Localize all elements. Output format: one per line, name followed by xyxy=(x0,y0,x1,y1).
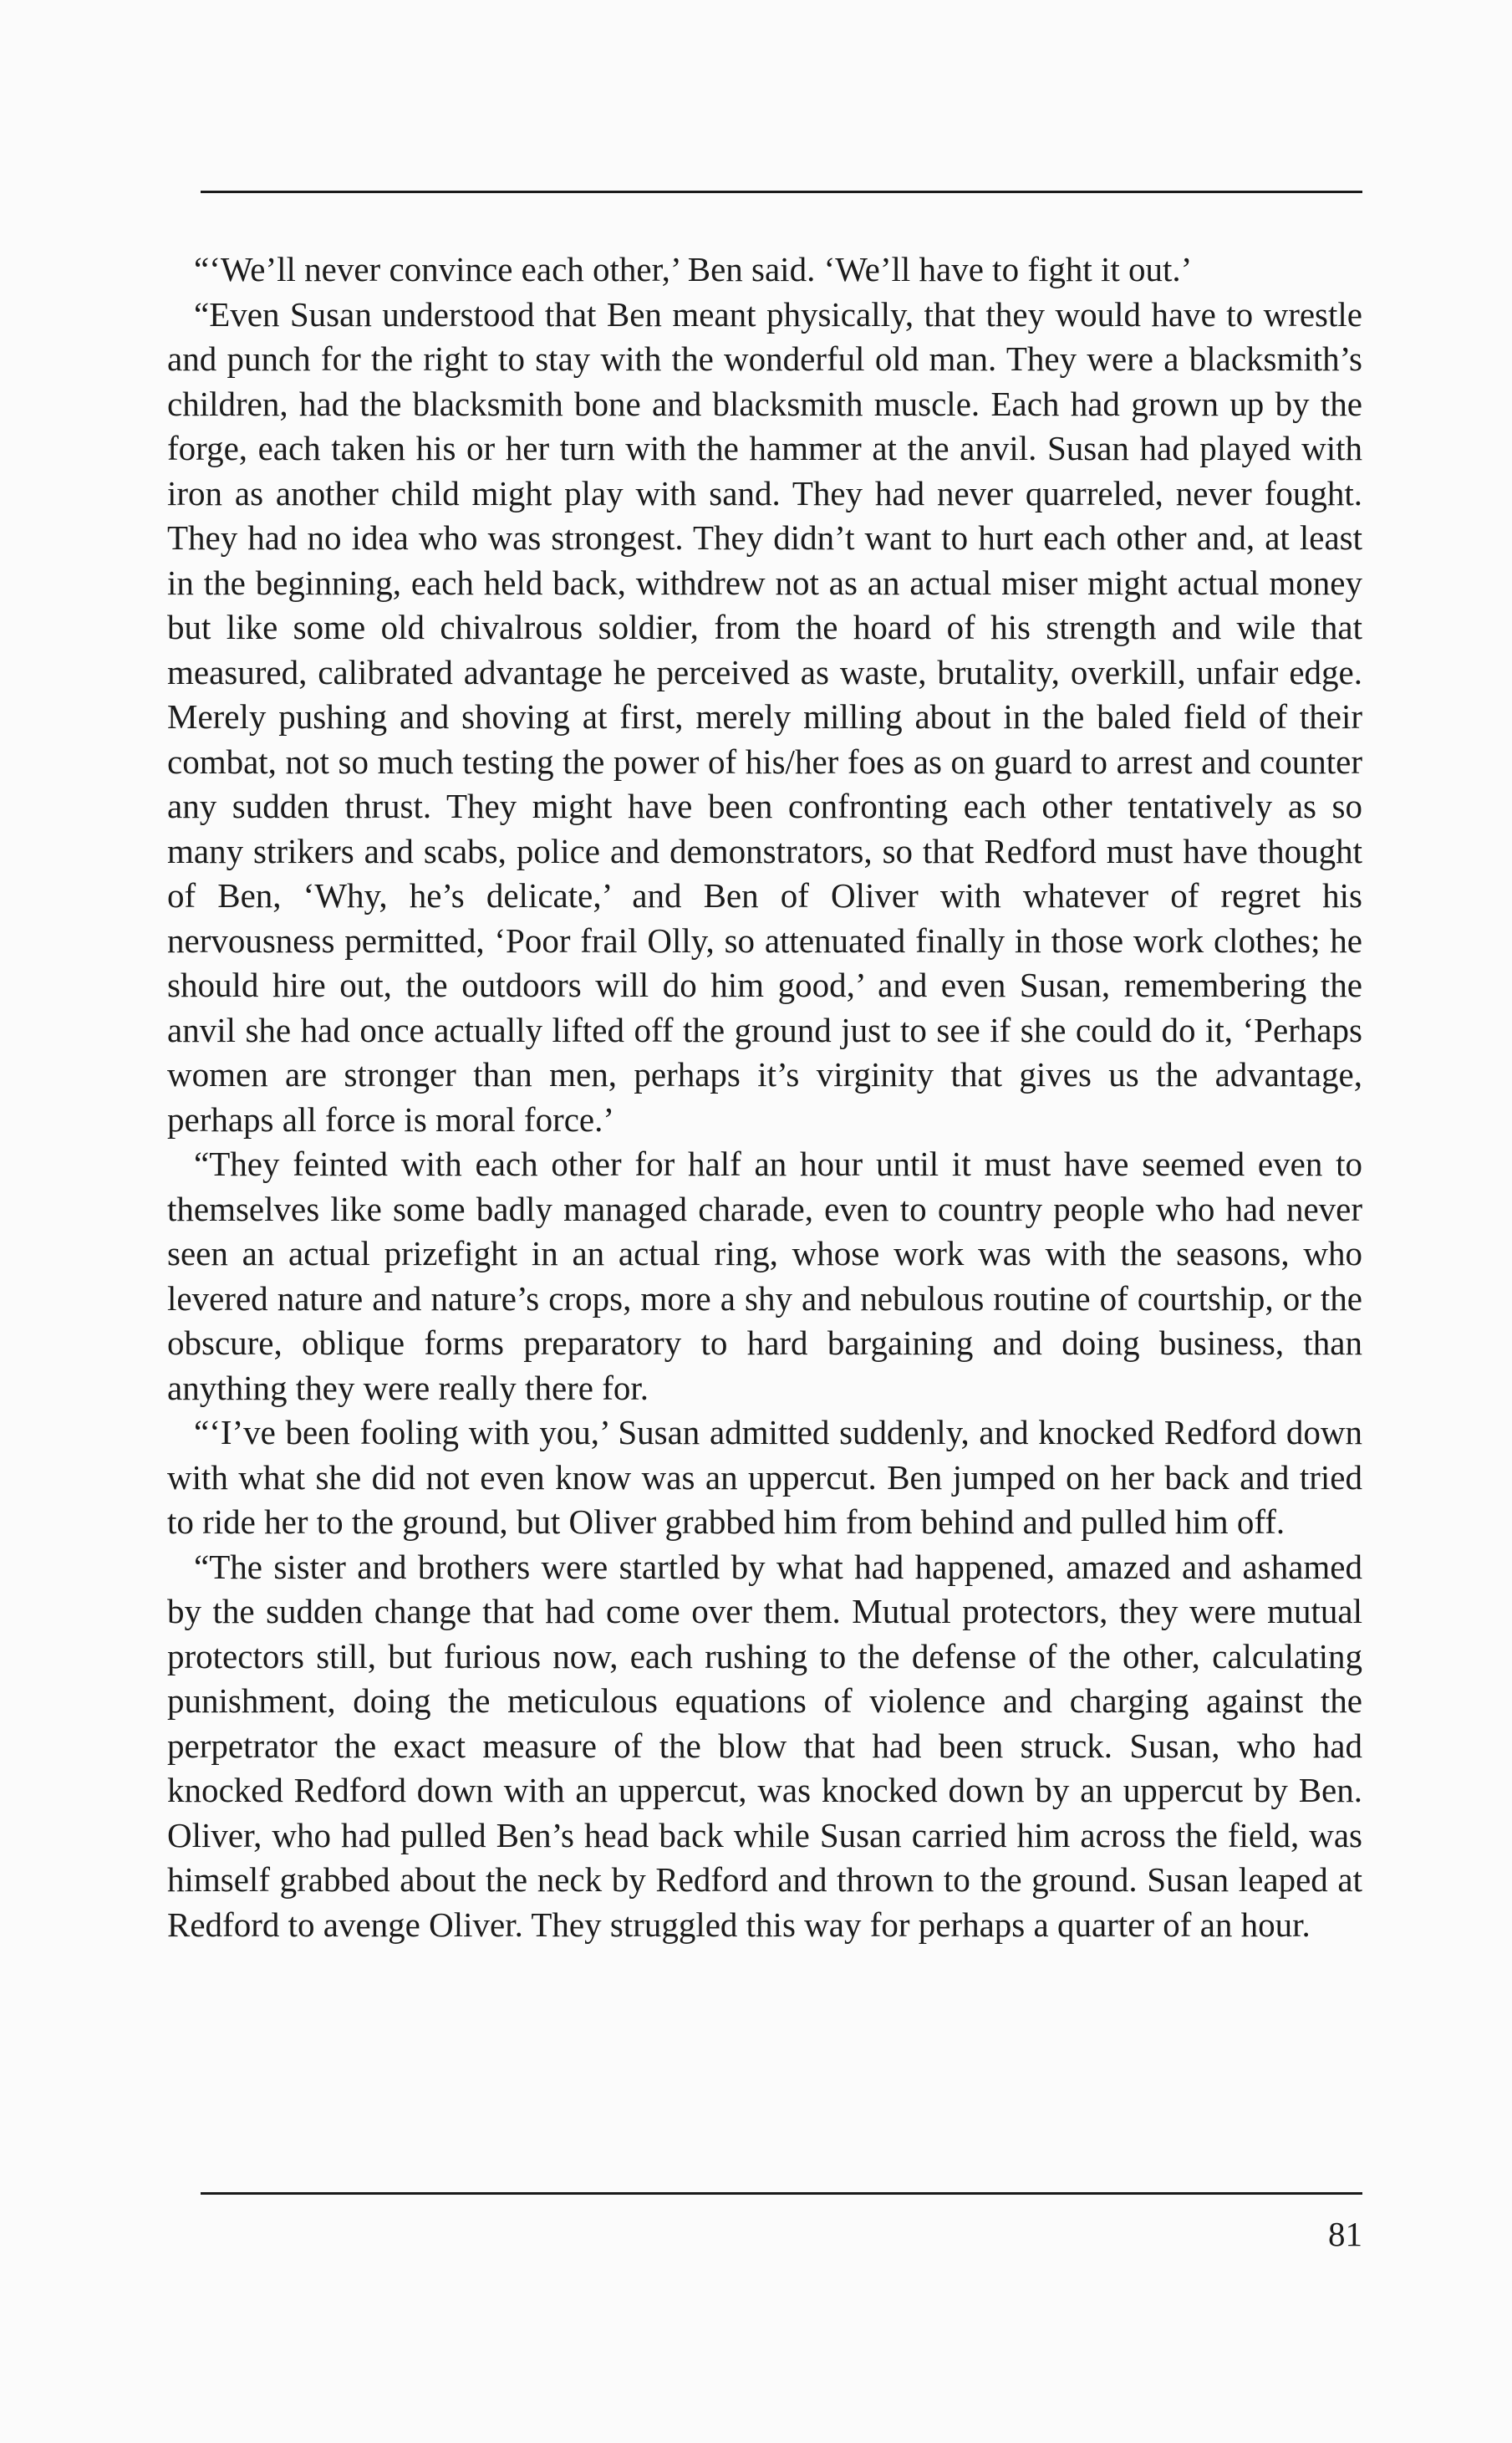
paragraph-2: “Even Susan understood that Ben meant physically, that they would have to wrestle and punch for the right to stay with the wonderful old man. They were a blacksmith’s children, had the blacksmith bone and blacksmith muscle. Each had grown up by the forge, each taken his or her turn with the hammer at the anvil. Susan had played with iron as another child might play with sand. They had never quarreled, never fought. They had no idea who was strongest. They didn’t want to hurt each other and, at least in the beginning, each held back, withdrew not as an actual miser might actual money but like some old chivalrous soldier, from the hoard of his strength and wile that measured, calibrated advantage he perceived as waste, brutality, overkill, unfair edge. Merely pushing and shoving at first, merely milling about in the baled field of their combat, not so much testing the power of his/her foes as on guard to arrest and counter any sudden thrust. They might have been confronting each other tentatively as so many strikers and scabs, police and demonstrators, so that Redford must have thought of Ben, ‘Why, he’s delicate,’ and Ben of Oliver with whatever of regret his nervousness permitted, ‘Poor frail Olly, so attenuated finally in those work clothes; he should hire out, the outdoors will do him good,’ and even Susan, remembering the anvil she had once actually lifted off the ground just to see if she could do it, ‘Perhaps women are stronger than men, perhaps it’s virginity that gives us the advantage, perhaps all force is moral force.’ xyxy=(167,294,1362,1139)
top-rule xyxy=(201,191,1362,193)
paragraph-5: “The sister and brothers were startled by what had happened, amazed and ashamed by the sudden change that had come over them. Mutual protectors, they were mutual protectors still, but furious now, each rushing to the defense of the other, calculating punishment, doing the meticulous equations of violence and charging against the perpetrator the exact measure of the blow that had been struck. Susan, who had knocked Redford down with an uppercut, was knocked down by an uppercut by Ben. Oliver, who had pulled Ben’s head back while Susan carried him across the field, was himself grabbed about the neck by Redford and thrown to the ground. Susan leaped at Redford to avenge Oliver. They struggled this way for perhaps a quarter of an hour. xyxy=(167,1547,1362,1944)
body-text xyxy=(167,247,1362,1947)
bottom-rule xyxy=(201,2192,1362,2195)
paragraph-1: “‘We’ll never convince each other,’ Ben said. ‘We’ll have to fight it out.’ xyxy=(194,250,1193,288)
paragraph-4: “‘I’ve been fooling with you,’ Susan admitted suddenly, and knocked Redford down with what she did not even know was an uppercut. Ben jumped on her back and tried to ride her to the ground, but Oliver grabbed him from behind and pulled him off. xyxy=(167,1413,1362,1541)
paragraph-3: “They feinted with each other for half an hour until it must have seemed even to themselves like some badly managed charade, even to country people who had never seen an actual prizefight in an actual ring, whose work was with the seasons, who levered nature and nature’s crops, more a shy and nebulous routine of courtship, or the obscure, oblique forms preparatory to hard bargaining and doing business, than anything they were really there for. xyxy=(167,1145,1362,1407)
page-number: 81 xyxy=(1328,2215,1362,2253)
